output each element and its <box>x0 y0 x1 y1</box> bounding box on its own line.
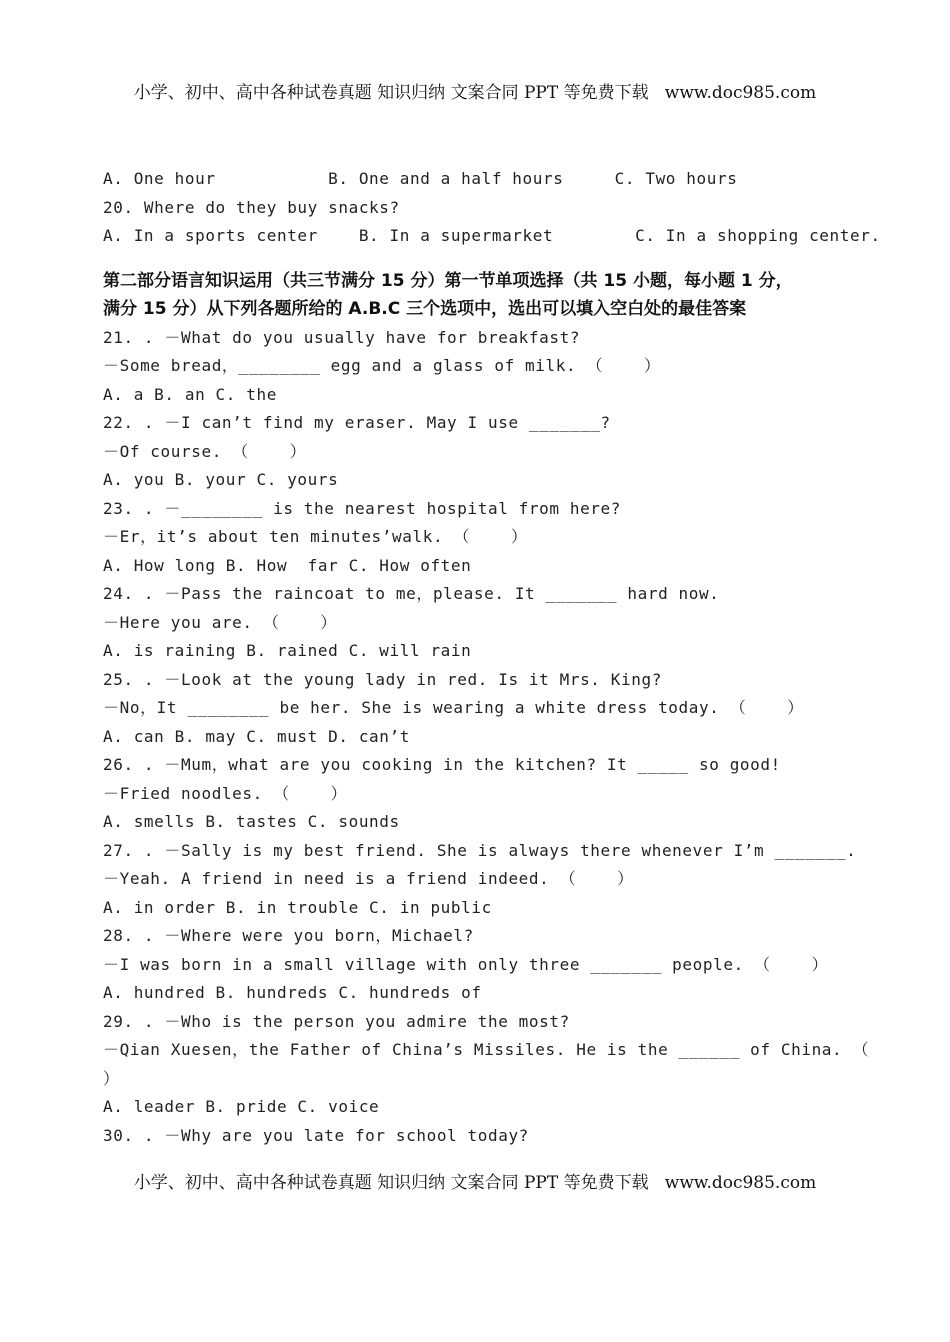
question-23: 23. . －________ is the nearest hospital from here? <box>103 498 622 518</box>
answer-options-29: A. leader B. pride C. voice <box>103 1097 380 1116</box>
dialogue-21: －Some bread，________ egg and a glass of milk. （ ） <box>103 356 661 375</box>
dialogue-29-continued: ） <box>103 1068 120 1088</box>
question-29: 29. . －Who is the person you admire the most? <box>103 1011 570 1031</box>
question-25: 25. . －Look at the young lady in red. Is it Mrs. King? <box>103 669 662 689</box>
question-30: 30. . －Why are you late for school today? <box>103 1125 529 1145</box>
question-20: 20. Where do they buy snacks? <box>103 197 400 217</box>
answer-options-25: A. can B. may C. must D. can’t <box>103 726 410 746</box>
answer-options-26: A. smells B. tastes C. sounds <box>103 812 400 831</box>
question-27: 27. . －Sally is my best friend. She is always there whenever I’m _______. <box>103 840 857 860</box>
question-24: 24. . －Pass the raincoat to me，please. It _______ hard now. <box>103 584 720 603</box>
exam-content <box>103 165 881 1150</box>
dialogue-26: －Fried noodles. （ ） <box>103 783 348 803</box>
answer-options-19: A. One hour B. One and a half hours C. Two hours <box>103 169 738 188</box>
dialogue-23: －Er，it’s about ten minutes’walk. （ ） <box>103 527 528 546</box>
dialogue-24: －Here you are. （ ） <box>103 612 337 632</box>
answer-options-21: A. a B. an C. the <box>103 384 277 404</box>
answer-options-22: A. you B. your C. yours <box>103 470 339 489</box>
answer-options-23: A. How long B. How far C. How often <box>103 555 472 575</box>
dialogue-28: －I was born in a small village with only three _______ people. （ ） <box>103 954 829 974</box>
section-heading-line-1: 第二部分语言知识运用（共三节满分 15 分）第一节单项选择（共 15 小题，每小题 1 分， <box>103 270 793 291</box>
page-header: 小学、初中、高中各种试卷真题 知识归纳 文案合同 PPT 等免费下载 www.doc985.com <box>133 83 817 103</box>
question-26: 26. . －Mum，what are you cooking in the kitchen? It _____ so good! <box>103 755 781 774</box>
answer-options-28: A. hundred B. hundreds C. hundreds of <box>103 983 482 1002</box>
dialogue-27: －Yeah. A friend in need is a friend indeed. （ ） <box>103 869 634 888</box>
answer-options-24: A. is raining B. rained C. will rain <box>103 641 472 660</box>
question-22: 22. . －I can’t find my eraser. May I use _______? <box>103 413 611 432</box>
answer-options-27: A. in order B. in trouble C. in public <box>103 897 492 917</box>
page-footer: 小学、初中、高中各种试卷真题 知识归纳 文案合同 PPT 等免费下载 www.doc985.com <box>133 1173 817 1193</box>
section-heading-line-2: 满分 15 分）从下列各题所给的 A.B.C 三个选项中，选出可以填入空白处的最佳答案 <box>103 299 747 319</box>
dialogue-25: －No，It ________ be her. She is wearing a white dress today. （ ） <box>103 698 804 717</box>
question-28: 28. . －Where were you born，Michael? <box>103 926 474 945</box>
question-21: 21. . －What do you usually have for breakfast? <box>103 327 581 347</box>
dialogue-22: －Of course. （ ） <box>103 441 307 461</box>
spacer <box>103 251 843 267</box>
answer-options-20: A. In a sports center B. In a supermarket C. In a shopping center. <box>103 226 881 245</box>
dialogue-29: －Qian Xuesen，the Father of China’s Missiles. He is the ______ of China. （ <box>103 1040 870 1059</box>
